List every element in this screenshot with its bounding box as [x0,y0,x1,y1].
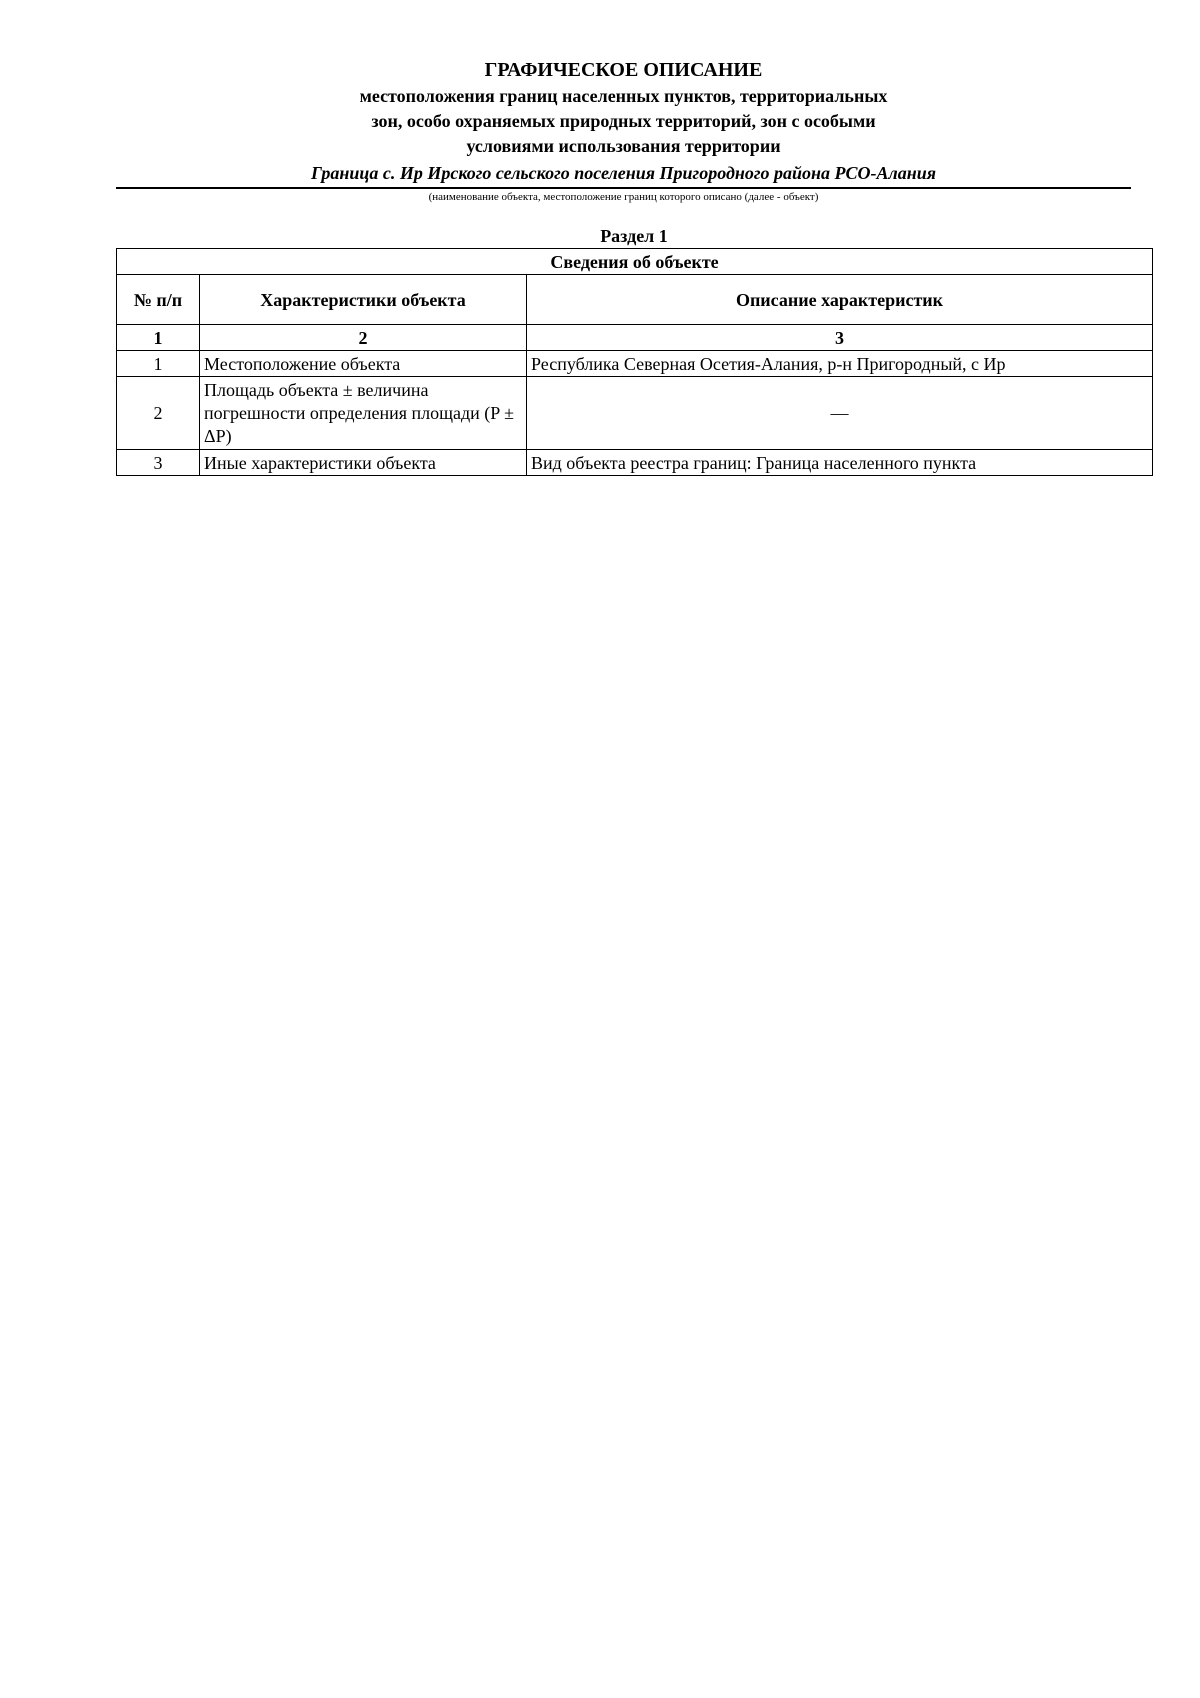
table-header-row [117,275,1153,325]
row-description: Республика Северная Осетия-Алания, р-н Пригородный, с Ир [527,351,1153,377]
row-description: — [527,377,1153,450]
document-title: ГРАФИЧЕСКОЕ ОПИСАНИЕ [484,59,763,81]
column-number-3: 3 [527,325,1153,351]
table-caption-row [117,249,1153,275]
document-header [116,58,1131,204]
document-subtitle [116,84,1131,159]
row-number: 3 [117,450,200,476]
column-number-1: 1 [117,325,200,351]
table-row [117,351,1153,377]
subtitle-line-2: зон, особо охраняемых природных территорий, зон с особыми [371,111,876,131]
subtitle-line-1: местоположения границ населенных пунктов, территориальных [359,86,888,106]
row-characteristic: Местоположение объекта [200,351,527,377]
table-row [117,450,1153,476]
header-characteristic: Характеристики объекта [200,275,527,325]
row-characteristic: Площадь объекта ± величина погрешности определения площади (P ± ΔP) [200,377,527,450]
object-name-caption: (наименование объекта, местоположение границ которого описано (далее - объект) [428,191,819,203]
row-number: 2 [117,377,200,450]
row-characteristic: Иные характеристики объекта [200,450,527,476]
column-number-row [117,325,1153,351]
table-row [117,377,1153,450]
object-name-underline [116,187,1131,189]
header-number: № п/п [117,275,200,325]
row-description: Вид объекта реестра границ: Граница населенного пункта [527,450,1153,476]
column-number-2: 2 [200,325,527,351]
row-number: 1 [117,351,200,377]
object-info-table [116,248,1153,476]
header-description: Описание характеристик [527,275,1153,325]
object-name: Граница с. Ир Ирского сельского поселения Пригородного района РСО-Алания [310,163,937,183]
section-title: Раздел 1 [600,226,668,246]
subtitle-line-3: условиями использования территории [466,136,781,156]
table-caption: Сведения об объекте [117,249,1153,275]
